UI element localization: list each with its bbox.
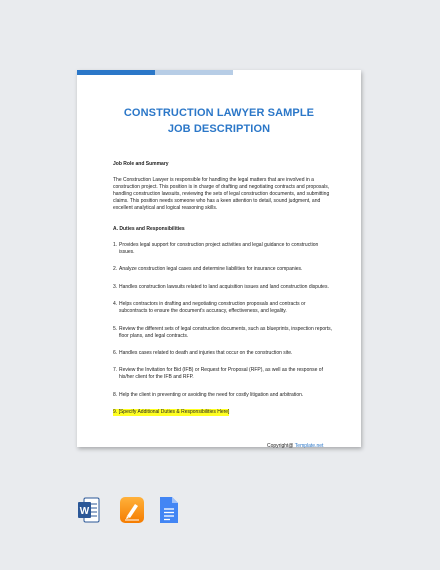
list-item-number: 5.: [113, 325, 118, 332]
list-item-number: 4.: [113, 301, 118, 308]
list-item: [113, 367, 335, 381]
list-item-text: Review the Invitation for Bid (IFB) or Request for Proposal (RFP), as well as the response of his/her client for the IFB and RFP.: [119, 367, 323, 381]
list-item-text: Handles construction lawsuits related to land acquisition issues and land construction disputes.: [119, 283, 329, 290]
list-item-text: Handles cases related to death and injuries that occur on the construction site.: [119, 349, 293, 356]
word-icon[interactable]: [78, 496, 100, 524]
list-item-number: 6.: [113, 349, 118, 356]
list-item: [113, 266, 335, 273]
pages-icon[interactable]: [119, 496, 145, 524]
header-accent-bar: [77, 70, 155, 75]
list-item-highlighted: [113, 409, 335, 416]
list-item: [113, 284, 335, 291]
title-line-2: JOB DESCRIPTION: [167, 123, 271, 135]
title-line-1: CONSTRUCTION LAWYER SAMPLE: [123, 107, 315, 119]
list-item-text: Helps contractors in drafting and negotiating construction proposals and contracts or subcontracts to ensure the document’s accuracy, effectiveness, and legality.: [119, 301, 306, 315]
list-item-text: [Specify Additional Duties & Responsibilities Here]: [118, 409, 230, 416]
list-item: [113, 392, 335, 399]
list-item: [113, 326, 335, 340]
list-item: [113, 301, 335, 315]
svg-text:W: W: [79, 506, 90, 517]
copyright-brand-link[interactable]: Template.net: [294, 443, 324, 449]
list-item-text: Help the client in preventing or avoiding the need for costly litigation and arbitration.: [119, 391, 304, 398]
header-accent-bar-light: [155, 70, 233, 75]
document-page: [77, 70, 361, 447]
copyright-prefix: Copyright@: [267, 443, 294, 449]
summary-paragraph: The Construction Lawyer is responsible for handling the legal matters that are involved in a construction project. This position is in charge of drafting and negotiating contracts and proposals, handling construction lawsuits, reviewing the sets of legal construction documents, and submitting claims. This position needs someone who has a keen attention to detail, sound judgment, and excellent analytical and logical reasoning skills.: [113, 177, 330, 211]
highlighted-placeholder: [113, 409, 229, 416]
list-item: [113, 242, 335, 256]
list-item-number: 2.: [113, 266, 118, 273]
role-heading: Job Role and Summary: [113, 161, 169, 167]
google-docs-icon[interactable]: [159, 496, 179, 524]
duties-heading: A. Duties and Responsibilities: [113, 226, 185, 232]
list-item-text: Analyze construction legal cases and determine liabilities for insurance companies.: [119, 266, 303, 273]
list-item-number: 9.: [113, 409, 118, 416]
list-item-number: 7.: [113, 367, 118, 374]
list-item-number: 3.: [113, 283, 118, 290]
list-item-number: 8.: [113, 391, 118, 398]
document-body: [113, 161, 335, 427]
duties-list: [113, 242, 335, 416]
copyright-notice: [267, 443, 323, 449]
document-title: [77, 105, 361, 137]
list-item-text: Review the different sets of legal construction documents, such as blueprints, inspection reports, floor plans, and legal contracts.: [119, 325, 333, 339]
list-item-text: Provides legal support for construction project activities and legal guidance to construction issues.: [119, 242, 319, 255]
list-item-number: 1.: [113, 242, 118, 248]
list-item: [113, 350, 335, 357]
